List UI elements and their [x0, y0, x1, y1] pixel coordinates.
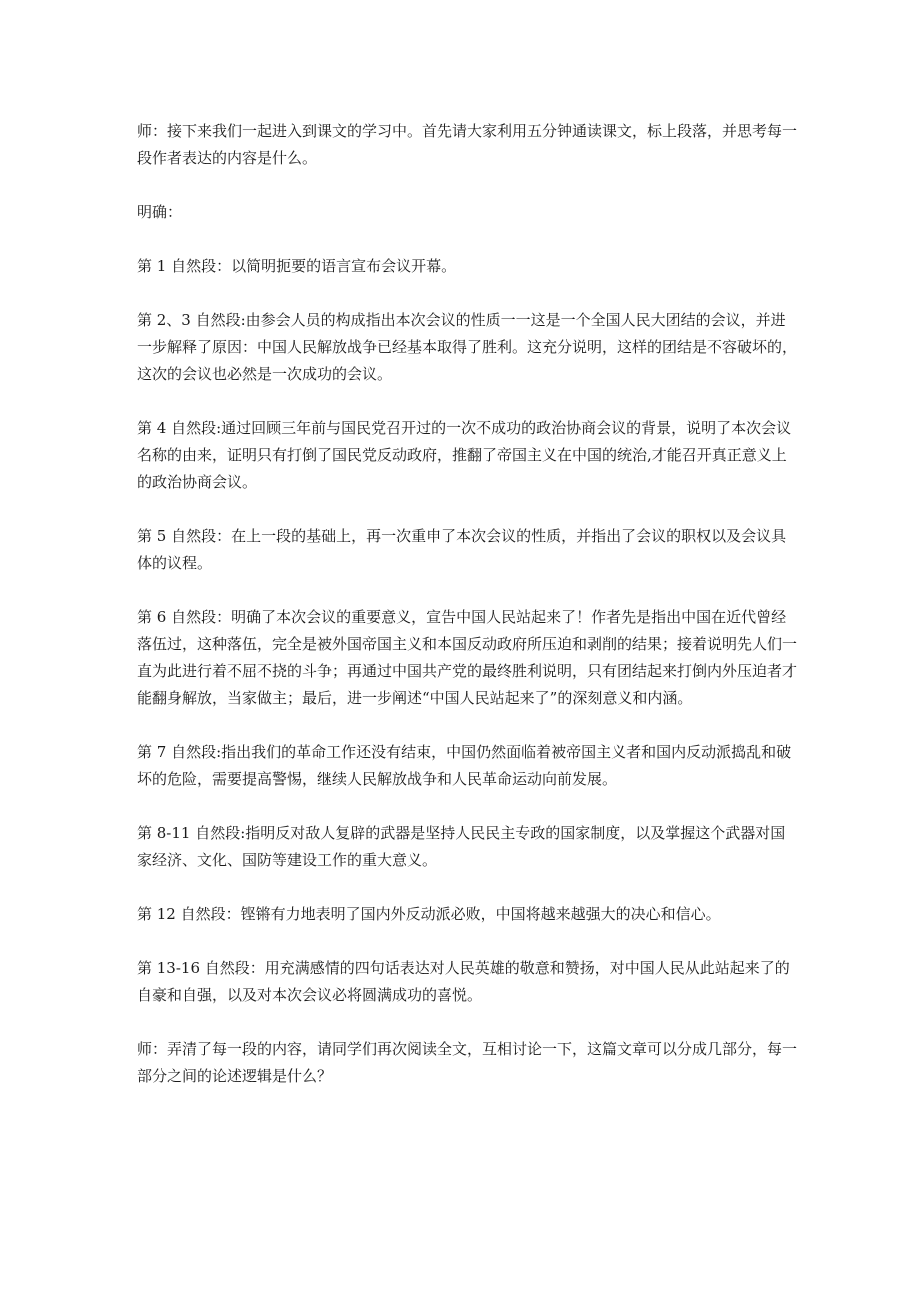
document-body	[137, 118, 797, 1117]
paragraph-section-6: 第 6 自然段：明确了本次会议的重要意义，宣告中国人民站起来了！作者先是指出中国在近代曾经落伍过，这种落伍，完全是被外国帝国主义和本国反动政府所压迫和剥削的结果；接着说明先人们一直为此进行着不屈不挠的斗争；再通过中国共产党的最终胜利说明，只有团结起来打倒内外压迫者才能翻身解放，当家做主；最后，进一步阐述“中国人民站起来了”的深刻意义和内涵。	[137, 608, 798, 707]
paragraph-clarify-label: 明确：	[137, 203, 183, 221]
paragraph-section-7: 第 7 自然段:指出我们的革命工作还没有结束，中国仍然面临着被帝国主义者和国内反动派捣乱和破坏的危险，需要提高警惕，继续人民解放战争和人民革命运动向前发展。	[137, 743, 792, 788]
paragraph-section-1: 第 1 自然段：以简明扼要的语言宣布会议开幕。	[137, 257, 457, 275]
paragraph-section-2-3: 第 2、3 自然段:由参会人员的构成指出本次会议的性质一一这是一个全国人民大团结的会议，并进一步解释了原因：中国人民解放战争已经基本取得了胜利。这充分说明，这样的团结是不容破坏的，这次的会议也必然是一次成功的会议。	[137, 311, 798, 383]
paragraph-section-13-16: 第 13-16 自然段：用充满感情的四句话表达对人民英雄的敬意和赞扬，对中国人民从此站起来了的自豪和自强，以及对本次会议必将圆满成功的喜悦。	[137, 959, 790, 1004]
paragraph-followup-question: 师：弄清了每一段的内容，请同学们再次阅读全文，互相讨论一下，这篇文章可以分成几部分，每一部分之间的论述逻辑是什么？	[137, 1040, 798, 1085]
paragraph-section-12: 第 12 自然段：铿锵有力地表明了国内外反动派必败，中国将越来越强大的决心和信心。	[137, 905, 721, 923]
paragraph-section-5: 第 5 自然段：在上一段的基础上，再一次重申了本次会议的性质，并指出了会议的职权以及会议具体的议程。	[137, 527, 787, 572]
paragraph-section-4: 第 4 自然段:通过回顾三年前与国民党召开过的一次不成功的政治协商会议的背景，说明了本次会议名称的由来，证明只有打倒了国民党反动政府，推翻了帝国主义在中国的统治,才能召开真正意义上的政治协商会议。	[137, 419, 792, 491]
paragraph-section-8-11: 第 8-11 自然段:指明反对敌人复辟的武器是坚持人民民主专政的国家制度，以及掌握这个武器对国家经济、文化、国防等建设工作的重大意义。	[137, 824, 786, 869]
paragraph-intro-question: 师：接下来我们一起进入到课文的学习中。首先请大家利用五分钟通读课文，标上段落，并思考每一段作者表达的内容是什么。	[137, 122, 798, 167]
